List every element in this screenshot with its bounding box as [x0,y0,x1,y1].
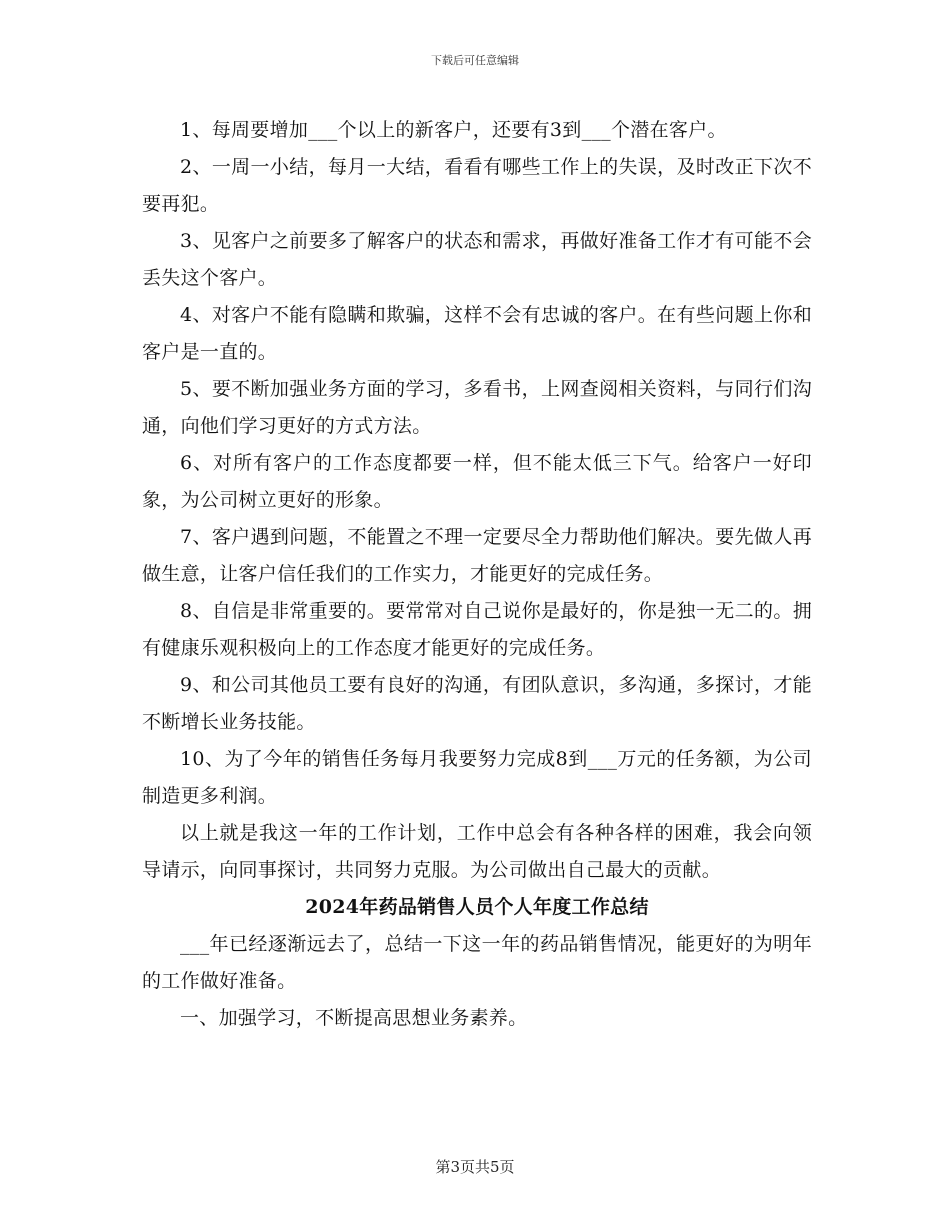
section-title: 2024年药品销售人员个人年度工作总结 [305,896,649,918]
page-number: 第3页共5页 [435,1158,515,1176]
list-item-2: 2、一周一小结，每月一大结，看看有哪些工作上的失误，及时改正下次不要再犯。 [142,156,812,215]
list-item-6: 6、对所有客户的工作态度都要一样，但不能太低三下气。给客户一好印象，为公司树立更好的形象。 [142,452,812,511]
section-heading-1: 一、加强学习，不断提高思想业务素养。 [180,1007,528,1029]
page-header-note: 下载后可任意编辑 [431,54,519,67]
list-item-1: 1、每周要增加___个以上的新客户，还要有3到___个潜在客户。 [180,119,727,141]
list-item-9: 9、和公司其他员工要有良好的沟通，有团队意识，多沟通，多探讨，才能不断增长业务技能。 [142,674,812,733]
list-item-10: 10、为了今年的销售任务每月我要努力完成8到___万元的任务额，为公司制造更多利润。 [142,748,812,807]
list-item-3: 3、见客户之前要多了解客户的状态和需求，再做好准备工作才有可能不会丢失这个客户。 [142,230,812,289]
list-item-5: 5、要不断加强业务方面的学习，多看书，上网查阅相关资料，与同行们沟通，向他们学习更好的方式方法。 [142,378,812,437]
document-body [142,112,812,1037]
section-intro-paragraph: ___年已经逐渐远去了，总结一下这一年的药品销售情况，能更好的为明年的工作做好准备。 [142,933,812,992]
closing-paragraph: 以上就是我这一年的工作计划，工作中总会有各种各样的困难，我会向领导请示，向同事探讨，共同努力克服。为公司做出自己最大的贡献。 [142,822,812,881]
list-item-7: 7、客户遇到问题，不能置之不理一定要尽全力帮助他们解决。要先做人再做生意，让客户信任我们的工作实力，才能更好的完成任务。 [142,526,812,585]
list-item-4: 4、对客户不能有隐瞒和欺骗，这样不会有忠诚的客户。在有些问题上你和客户是一直的。 [142,304,812,363]
list-item-8: 8、自信是非常重要的。要常常对自己说你是最好的，你是独一无二的。拥有健康乐观积极向上的工作态度才能更好的完成任务。 [142,600,812,659]
